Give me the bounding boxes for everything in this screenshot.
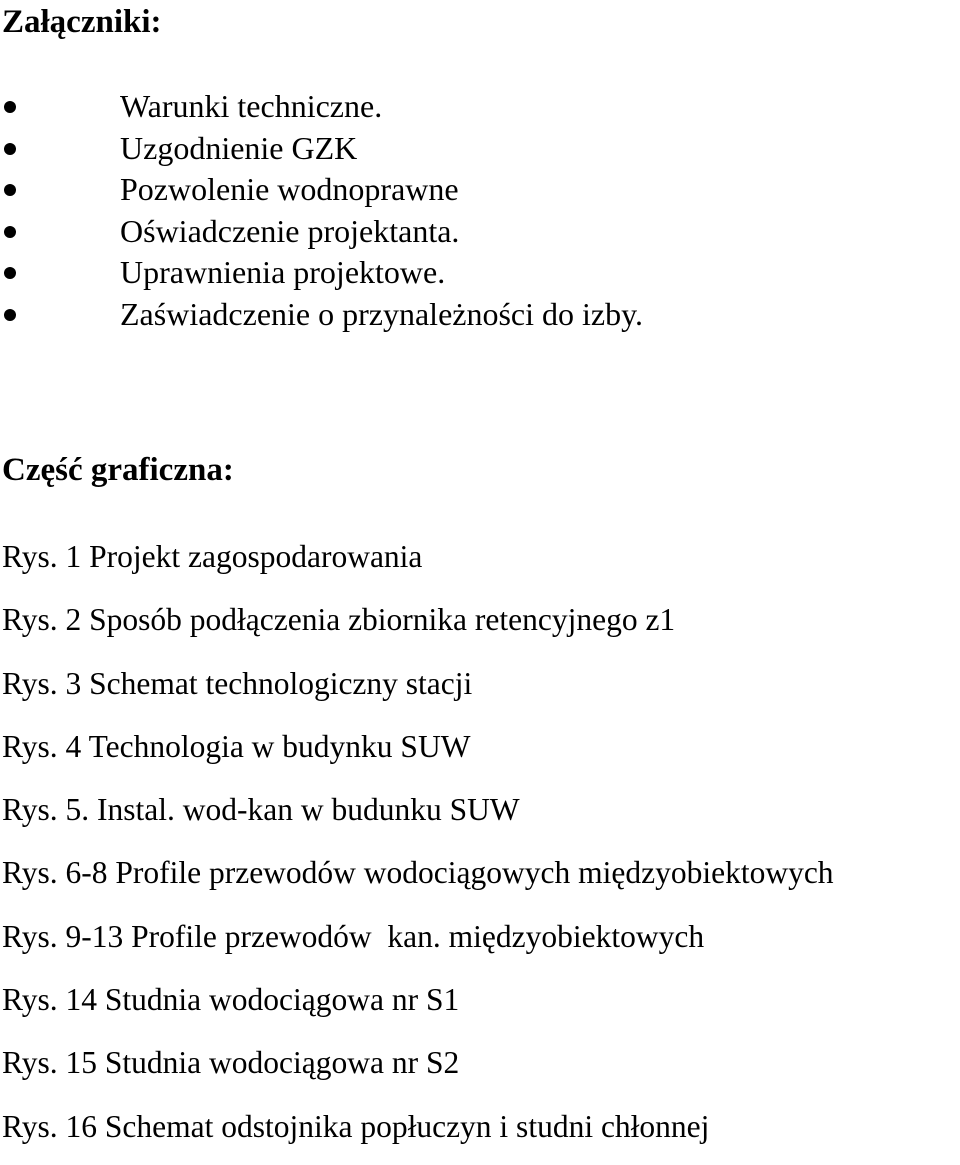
figure-item: Rys. 2 Sposób podłączenia zbiornika retencyjnego z1 bbox=[2, 602, 676, 638]
figure-item: Rys. 6-8 Profile przewodów wodociągowych międzyobiektowych bbox=[2, 855, 834, 891]
figure-item: Rys. 4 Technologia w budynku SUW bbox=[2, 728, 471, 764]
bullet-icon bbox=[4, 143, 16, 155]
graphic-part-heading: Część graficzna: bbox=[2, 452, 234, 488]
figure-item: Rys. 3 Schemat technologiczny stacji bbox=[2, 665, 473, 701]
attachments-heading: Załączniki: bbox=[2, 4, 162, 40]
attachment-item-text: Uprawnienia projektowe. bbox=[120, 254, 446, 291]
bullet-icon bbox=[4, 226, 16, 238]
attachment-item-text: Warunki techniczne. bbox=[120, 88, 383, 124]
bullet-icon bbox=[4, 184, 16, 196]
figure-item: Rys. 5. Instal. wod-kan w budunku SUW bbox=[2, 792, 520, 828]
attachment-item-text: Uzgodnienie GZK bbox=[120, 129, 358, 166]
attachment-item-text: Oświadczenie projektanta. bbox=[120, 212, 460, 249]
attachment-item-text: Zaświadczenie o przynależności do izby. bbox=[120, 295, 644, 332]
figure-item: Rys. 14 Studnia wodociągowa nr S1 bbox=[2, 982, 460, 1018]
bullet-icon bbox=[4, 309, 16, 321]
figure-item: Rys. 16 Schemat odstojnika popłuczyn i studni chłonnej bbox=[2, 1108, 710, 1144]
figures-list bbox=[0, 532, 834, 1165]
bullet-icon bbox=[4, 101, 16, 113]
figure-item: Rys. 9-13 Profile przewodów kan. międzyobiektowych bbox=[2, 918, 705, 954]
attachment-item-text: Pozwolenie wodnoprawne bbox=[120, 171, 459, 208]
figure-item: Rys. 1 Projekt zagospodarowania bbox=[2, 539, 423, 574]
figure-item: Rys. 15 Studnia wodociągowa nr S2 bbox=[2, 1045, 460, 1081]
bullet-icon bbox=[4, 267, 16, 279]
